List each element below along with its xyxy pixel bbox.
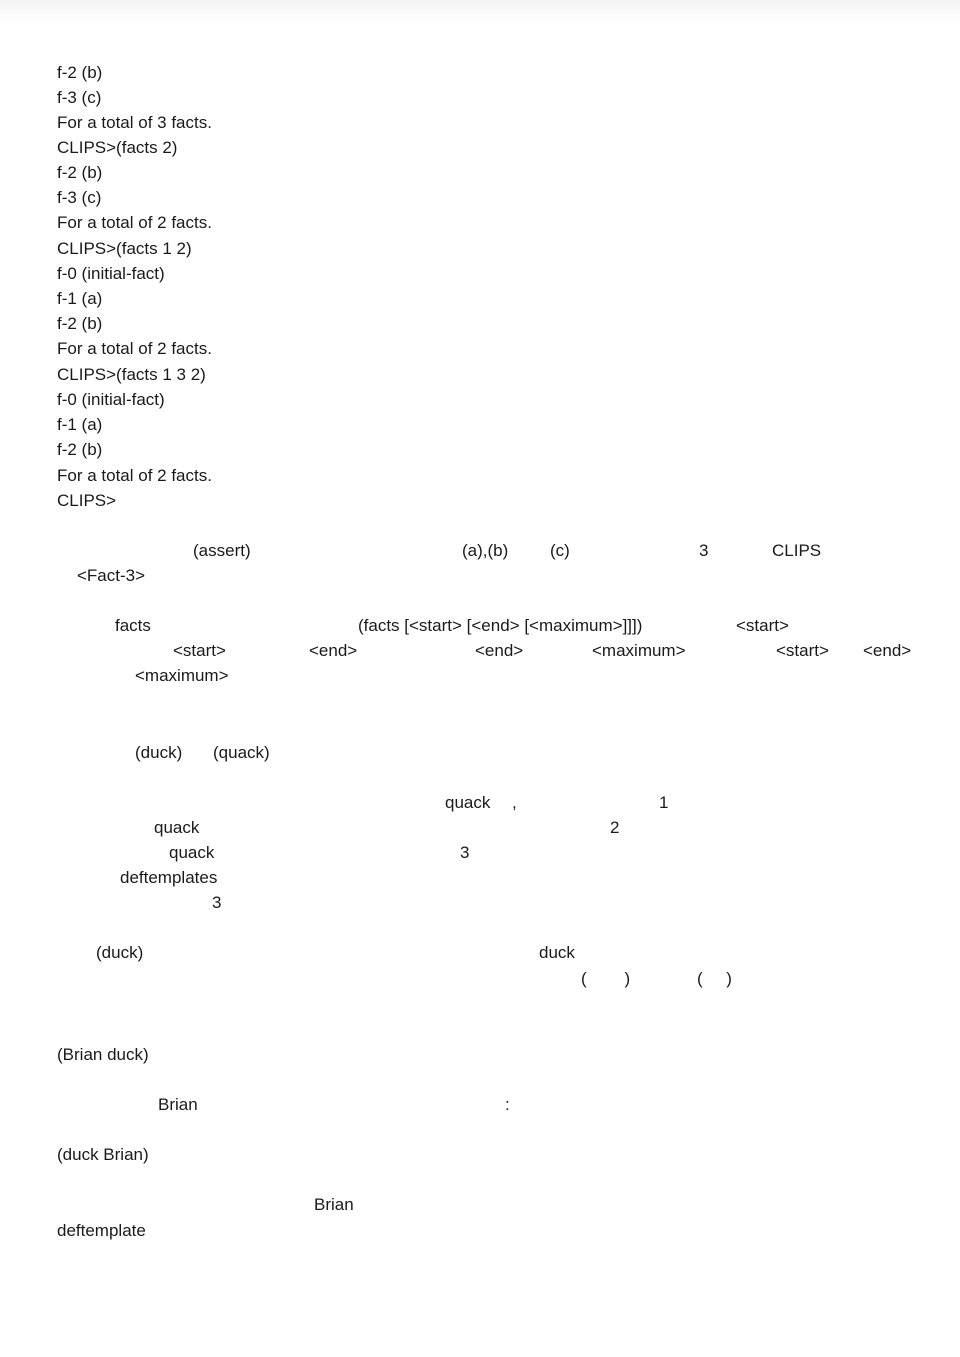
listing-line: For a total of 2 facts. — [57, 213, 212, 232]
example-brian-duck: (Brian duck) — [57, 1045, 149, 1064]
number-three: 3 — [460, 843, 470, 862]
quack-term: quack — [154, 818, 200, 837]
listing-line: For a total of 2 facts. — [57, 339, 212, 358]
listing-line: f-2 (b) — [57, 163, 103, 182]
listing-line: CLIPS>(facts 2) — [57, 138, 178, 157]
watermark-band — [0, 0, 960, 22]
listing-line: f-0 (initial-fact) — [57, 264, 165, 283]
assert-term: (assert) — [193, 541, 251, 560]
maximum-term: <maximum> — [135, 666, 229, 685]
listing-line: f-1 (a) — [57, 415, 103, 434]
listing-line: CLIPS>(facts 1 3 2) — [57, 365, 206, 384]
clips-term: CLIPS — [772, 541, 822, 560]
example-duck-brian: (duck Brian) — [57, 1145, 149, 1164]
deftemplate-term: deftemplate — [57, 1221, 146, 1240]
count-three: 3 — [699, 541, 709, 560]
listing-line: f-3 (c) — [57, 88, 102, 107]
brian-term: Brian — [314, 1195, 354, 1214]
brian-term: Brian — [158, 1095, 198, 1114]
fact-c: (c) — [550, 541, 570, 560]
parentheses: ( ) — [697, 969, 732, 988]
listing-line: For a total of 3 facts. — [57, 113, 212, 132]
parentheses: ( ) — [581, 969, 631, 988]
listing-line: f-2 (b) — [57, 63, 103, 82]
start-term: <start> — [173, 641, 226, 660]
listing-line: f-1 (a) — [57, 289, 103, 308]
end-term: <end> — [475, 641, 524, 660]
facts-command: facts — [115, 616, 151, 635]
fact-3-term: <Fact-3> — [77, 566, 146, 585]
quack-fact: (quack) — [213, 743, 270, 762]
number-one: 1 — [659, 793, 669, 812]
facts-syntax: (facts [<start> [<end> [<maximum>]]]) — [358, 616, 643, 635]
listing-line: For a total of 2 facts. — [57, 466, 212, 485]
listing-line: f-3 (c) — [57, 188, 102, 207]
start-term: <start> — [776, 641, 829, 660]
duck-fact: (duck) — [135, 743, 183, 762]
start-term: <start> — [736, 616, 789, 635]
listing-line: f-2 (b) — [57, 440, 103, 459]
number-three: 3 — [212, 893, 222, 912]
colon: : — [505, 1095, 510, 1114]
facts-ab: (a),(b) — [462, 541, 509, 560]
quack-term: quack — [445, 793, 491, 812]
listing-line: f-2 (b) — [57, 314, 103, 333]
end-term: <end> — [309, 641, 358, 660]
listing-line: f-0 (initial-fact) — [57, 390, 165, 409]
number-two: 2 — [610, 818, 620, 837]
listing-line: CLIPS>(facts 1 2) — [57, 239, 192, 258]
end-term: <end> — [863, 641, 912, 660]
deftemplates-term: deftemplates — [120, 868, 218, 887]
maximum-term: <maximum> — [592, 641, 686, 660]
listing-line: CLIPS> — [57, 491, 117, 510]
duck-term: duck — [539, 943, 575, 962]
quack-term: quack — [169, 843, 215, 862]
comma: , — [512, 793, 517, 812]
duck-fact: (duck) — [96, 943, 144, 962]
